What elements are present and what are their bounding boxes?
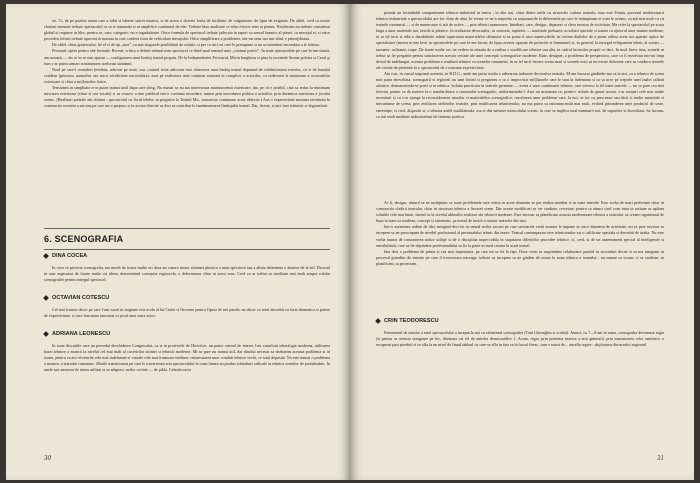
paragraph: poseda un formidabil compartiment tehnico-industrial in teatru ; in alte tari, chiar dintre tarile cu straveche cultura teatrala, cum este Franta, procesul modernizarii tehnico-industriale a spectacolului are loc chiar de abia. In vreme ce ne-a atepcilm ca raspunsurile la diferentele pe care le intimpinam si vom le aveam, cu atit mai mult cu cit teatrele romanesti — si de numeroase si atit de active — prin tehnici numeroase. Intrebari, care, desigur, depasesc si sfera noastra de activitate. Ma refer la spectacolul pe scara larga a unor materiale noi, textile si plastice. In realizarea decorurilor, in croitorie, tapiterie — materiale preluarte cu solutii speciale si tratate cu ajutorul unor masini moderne, in sa fel incit si aiba o durabilitate infinit superioara materialelor obisnuite si sa poata fi usor manevrabile, in cerinta dialtelor de a putea utiliza acest noi aparate optice de specializare (mereu m-am lovit in spectacolele pe care le-am lucrat, de lipsa acestor aparate de proiectie si iluminare) si, in general, la intregul echipament tehnic al scenei — turnante, culisante, trape. De foarte multe ori, ne vedem in situatia de a realiza o modificare tehnica sau alta, in cadrul facturilor proprii ce deci. In mod firesc insa, scenele ar trebui sa fie pregatite pentru satisfacerea acestor cerinte ale unei conceptii scenografice moderne. Rate, designer, o problema de perspectiva, care cu fi rezolvata intr-un timp destul de indelungat, aceasta problema a reutilarii tehnice cu scenelor romanesti, in sa fel incit fiecare scena mari si scenele mici sa nu existe diferente care sa conduca teatrele ale creatie de pretentie la o spectacolul de o maxima expresivitate. [376, 10, 664, 70]
divider [44, 228, 330, 229]
book-spread [6, 4, 694, 480]
page-number: 30 [44, 454, 51, 462]
paragraph: Tensiunea in simplitate n-ar putea numai noul dupa care alerg. Nu numai ca nu ma intereseaza manunocentii exterioare, dar, pe cit e posibil, caut sa reduc la minimum miscarea exterioara (chiar si cea vocala) si sa reusesc a tine publicul intr-o continua incordare, numai prin incordarea psihica a actorilor, prin dinamica interioara a jocului scenic. (Realizari partiale am obtinut : spectacolul cu Jocul ielelor, in pregatire la Teatrul Mic, urmareste continuare acest obiectiv.) Asa o expresivitate maxima terminata la constructia acesteia a sarcina pe care mi-o propun, si in acesta directie as dori sa contribui la fundamentarea limbajului teatral. Dar, fireste, si aici fara fetitatiei si dogmatitati. [44, 85, 330, 109]
paragraph: Fenomenul de innoire a artei spectacolului a inceput la noi cu elementul scenografiei (Toni Gheorghiu si scalati). Atunci, cu 7—8 ani in urma, scenografia devansase regia (si pentru ca aceasta staagnase pe loc, diremata cai fel de anticha democratiilor 1. Acum, regia, prin prezenta masiva a noii generatii, prin maturizarea celor anteriare, a recuperat pasi pierduti si se afla la un nivel de fimul tabloul cu care se afla in fata sa la lucrul firesc, care e totusi de... ancella regise : slujitoarea discursului regizoral [376, 330, 664, 348]
diamond-bullet-icon [43, 253, 49, 259]
diamond-bullet-icon [375, 318, 381, 324]
entry-text [44, 343, 330, 416]
paragraph: Iata deci o problema de prima si cea mai importanta, pe care mi se fie la fapt. Daca vrem sa raspundem colaborator paralel in seconduri decite si sa ma integram in procesul grandios de innoire pe care il traverseaza intreaga, trebuie sa incepem sa ne gindim de astazi la noua tehnica a teatrului ; nu numai sa visam, ci sa studiem, sa planificam, sa proiectam. [376, 248, 664, 266]
paragraph: De altfel, chiar grotescului, fie el si de tip „nou”, cu atat singurele posibilitati de solutie, si per ca nici ori care le presupune si nu se intretinut necondata a le fetinsa. [52, 42, 320, 48]
left-page [6, 4, 350, 480]
paragraph: In toate discutiile care au precedat deschiderea Congresului, ca si in proiectele de Directive, un punct central de interes l-au constituit tehnologia moderna, utilizarea bazei tehnice a muncii la nivelul cel mai inalt al cuceririlor stiintei si tehnicii moderne. Mi se pare nu numai util, dar absolut necesar sa dezbatem aceasta problema si in teatru, pentru ca aici eforturile cele mai indelunate si vizuale cele mai frumoase intilnesc reinzestrarea unor conditii tehnice vechi, ce totul depasite. Nu este numai o problema a noastra, a teatrului romanesc. Marile transformari pe care le traverseaza arta spectacolului la toata lumea au produs schimbari radicale in tehnica scenelor de pretutindeni. In unele tari anonimi de teatru utilizat si se adaptesc noilor cerinte — de pilda, Cehoslovacia [44, 343, 330, 373]
body-text [376, 200, 664, 288]
paragraph: Personal, optez pentru alte formule. Recent, critica a definit ultimul meu spectacol ca fiind unul semnul unei „criziuni poetic”. In toate spectacolele pe care le-am ubutit, am urmarit — dn ce in ce mai apasat — configurarea unui limbaj teatral propriu. De la Independentei Fecioarul, Miciu burghezu si pina la recentele Strana poloria si Carul şi fum s-ar putea urmari continutarea acelorasi stradanii. [44, 48, 330, 66]
entry-text [44, 307, 330, 327]
paragraph: rie. Ci, de pe pozitia unora care a iubit si iubeste sincer muzica, si de aceea o doreste ferita de facilitate, de vulgarizare, de lipsa de exigenta. De altfel, cred ca aceste claritati mentate trebuie spectacolul ca sa si transmita si sa amplifice continutul de idei. Trebuie bine analizate ce educ efectiv sens ai pentru. Nicidecum nu trebuie considerat globul si respinse in bloc, pentru ce, care, categoric, nu e ingaduitoare. Orice formula de spectacol trebuie judecata in raport cu sensul launtric al piesei, cu mesajul ei, si orice procedeu folosit trebuie apreciat in masura in care confera forta de vehiculare mesajului. Orice simplificare a problemei, intr-un sens sau intr-altul, e primejdioasa. [44, 18, 330, 42]
entry-text [376, 330, 664, 390]
right-page [350, 4, 694, 480]
paragraph: Noul pe care-l consideri (evident, adecvat pe texte, sau, cautind texte adecvate este obiecerea unui limbaj teatral depasind de exhibitionism exterior, cit si de banalul cotidian (piturecu, naturalist sau mica veridicitate necorulista), axat pe realizarea unei continue tensiuni in complicit a actorilor, cu redecerea la minimum a accesoriilor exterioare si chiar a mijloacelor fizice. [44, 66, 330, 84]
paragraph: Intr-o asemenea ordine de idei, mergind deci tot in sensul noilor sarcini pe care sectoarele vietii noastre le impune in orice domeniu de activitate, mi se pare necesar sa incepem sa ne preocupam de nivelul profesional al personalului tehnic din teatre. Teatrul contemporan cere tehnicienilor sai o calificare speciala si deosebit de inalta. Nu este vorba numai de cunoasterea noilor utilaje si de o disciplina impeccabila in stapinirea diferitelor procedee tehnice, ci, cred, si de un antrenament special al inteligentei si sensibilitatii, care sa fie depindete profesionalului sa fie la parte in mod creator la actul teatral. [376, 224, 664, 248]
entry-heading: ADRIANA LEONESCU [44, 331, 110, 337]
page-number: 31 [657, 454, 664, 462]
diamond-bullet-icon [43, 295, 49, 301]
paragraph: Cel mai frumos decor pe care l-am vazut in stagiune este acela al lui Ciulei si Orovean pentru Opera de trei parale, un decor cu totul deosebit cu forta dramatica si putere de expresivitate, si care functiona intocmai ca jocul unui mare actor. [44, 307, 330, 319]
body-text [376, 10, 664, 188]
intro-text [44, 18, 330, 144]
paragraph: Am fost, in cursul stagiunii acesteia, in R.D.G., unde am putut studia o adevarata industrie decorativa teatrala. M-am bucurat gindindu-ma ca la noi, cu o tehnica de scena mai putin dezvoltata, scenografii si regizorii nu sunt fortati si pregateau o ca o improvizie miljluacele care le stau la indemana si ca sa urce pe treptele unei inalte calitati artistice, demonstrindu-se poeti si in tehnica. Solutia practicata in teatrele germane — aceea a unor combinatie tehnice, care servesc la fel toate teatrele — mi se pare cea mai fericita, pentru ca da nastere la o standardizare a sistemului scenografic, uniformizindu-l. Asta nu inseamna ca, printr-o solutie de genul acesta, s-ar acoperi cele mai multe necesitati si ca s-ar ajunge la reconsiderarea uzurilor si materialelor scenografice, rezolvarea unor probleme care, la noi, se fac cu prea mari sacrificii si multe materiale si mecanisme de scena, prin reutilarea atelierelor teatrale, prin realificarea tehnicienilor, nu ma putea sa rationam mult mai mult, evitind pitrunderea unei productii de serie, stereotipe, si cred, dispoziii si, o tehnica astfel multilaterala, asa si dea naistere miracolului scenic, in care se implica total masinarii noi, de suprafete si dezvoltata. Sa lucram, cu toti mult meditate industrializat de fantezie poetica. [376, 70, 664, 119]
paragraph: In ceea ce priveste scenografia, ma intreb de foarte multe ori daca nu cumva insasi viziunea plastica a unui spectacol sau a altuia determina o abatere de la stil. Decorul in sine asgereaza de foarte multe ori ideea, determinind conceptia regizorala, o deformeaza chiar in acest sens. Cred ca ar trebui sa meditam mai mult asupra rolului scenografiei pentru intregul spectacol. [44, 265, 330, 283]
section-title: 6. SCENOGRAFIA [44, 234, 124, 244]
paragraph: Ar fi, desigur, absurd sa ne inchipuim ca toate problemele care exista in acest domeniu se pot realiza imediat si in toate teatrele. Este vorba de mari preferinte chiar in constructia cladirii teatrului, chiar in structura tehnica a fiecarei scene. Dar aceste modificari se cer studiate, cercetate, pentru ca atunci cind vom intra in actiune sa apliam solutiile cele mai bune, facind ca la nivelul ultimelor realizari ale tehnicii moderne. Este necesar sa planificam aceasta modernizare tehnica a teatrului, sa cream organismul de baza in stare sa studieze, concept si sistematic, procesul de inoire a tuturor teatrelor din tara. [376, 200, 664, 224]
entry-heading: CRIN TEODORESCU [376, 318, 439, 324]
diamond-bullet-icon [43, 331, 49, 337]
entry-heading: OCTAVIAN COTESCU [44, 295, 109, 301]
entry-text [44, 265, 330, 291]
divider [44, 249, 330, 250]
entry-heading: DINA COCEA [44, 253, 87, 259]
